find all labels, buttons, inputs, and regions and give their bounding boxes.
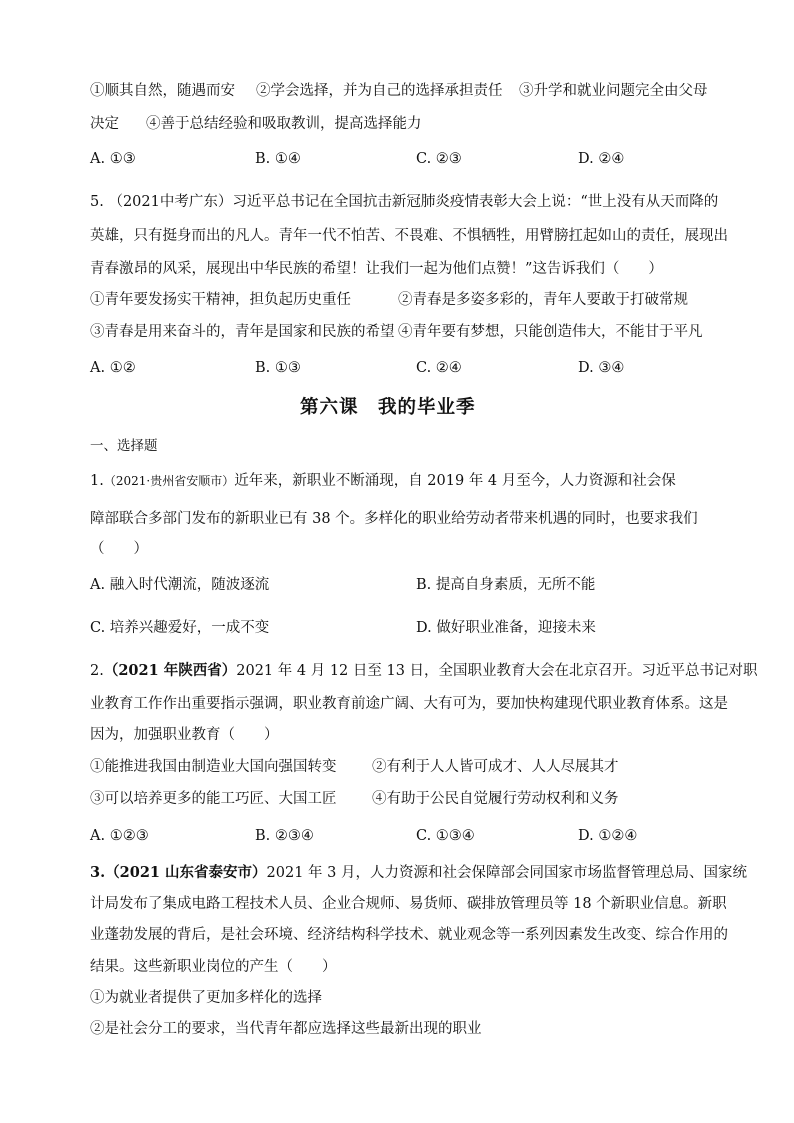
q5-option-4: ④青年要有梦想，只能创造伟大，不能甘于平凡	[398, 324, 703, 340]
q2-number: 2.	[90, 663, 104, 679]
q3-option-2: ②是社会分工的要求，当代青年都应选择这些最新出现的职业	[90, 1021, 482, 1037]
q2-choice-b: B. ②③④	[255, 828, 314, 844]
q5-choice-b: B. ①③	[255, 360, 301, 376]
q4-option-4: ④善于总结经验和吸取教训，提高选择能力	[146, 116, 422, 132]
q4-choice-a: A. ①③	[90, 151, 136, 167]
q4-choice-c: C. ②③	[416, 151, 462, 167]
q3-stem-text: 2021 年 3 月，人力资源和社会保障部会同国家市场监督管理总局、国家统	[266, 865, 747, 881]
q5-option-2: ②青春是多姿多彩的，青年人要敢于打破常规	[398, 292, 688, 308]
lesson-title: 第六课 我的毕业季	[300, 397, 476, 418]
q3-number: 3.	[90, 864, 106, 881]
q5-choice-c: C. ②④	[416, 360, 462, 376]
q4-choice-d: D. ②④	[578, 151, 625, 167]
q2-stem-line-1	[90, 664, 758, 679]
q4-option-3: ③升学和就业问题完全由父母	[519, 83, 708, 99]
q2-source: （2021 年陕西省）	[103, 662, 237, 679]
q2-choice-d: D. ①②④	[578, 828, 638, 844]
q1-choice-c: C. 培养兴趣爱好，一成不变	[90, 620, 270, 636]
q5-stem-line-3: 青春激昂的风采，展现出中华民族的希望！让我们一起为他们点赞！”这告诉我们（ ）	[90, 261, 663, 277]
q2-stem-line-2: 业教育工作作出重要指示强调，职业教育前途广阔、大有可为，要加快构建现代职业教育体系。这是	[90, 696, 728, 712]
q2-stem-text: 2021 年 4 月 12 日至 13 日，全国职业教育大会在北京召开。习近平总书记对职	[236, 663, 758, 679]
q3-option-1: ①为就业者提供了更加多样化的选择	[90, 990, 322, 1006]
q1-stem-line-2: 障部联合多部门发布的新职业已有 38 个。多样化的职业给劳动者带来机遇的同时，也要求我们	[90, 511, 698, 527]
section-heading: 一、选择题	[90, 438, 158, 454]
q2-choice-c: C. ①③④	[416, 828, 475, 844]
q5-stem-line-2: 英雄，只有挺身而出的凡人。青年一代不怕苦、不畏难、不惧牺牲，用臂膀扛起如山的责任，展现出	[90, 228, 728, 244]
q5-stem-line-1: 5. （2021中考广东）习近平总书记在全国抗击新冠肺炎疫情表彰大会上说：“世上没有从天而降的	[90, 194, 719, 210]
q1-choice-d: D. 做好职业准备，迎接未来	[416, 620, 596, 636]
q2-option-3: ③可以培养更多的能工巧匠、大国工匠	[90, 791, 337, 807]
q1-stem-line-1	[90, 474, 676, 489]
q3-stem-line-4: 结果。这些新职业岗位的产生（ ）	[90, 959, 337, 975]
q5-option-1: ①青年要发扬实干精神，担负起历史重任	[90, 292, 351, 308]
q5-choice-a: A. ①②	[90, 360, 136, 376]
q4-option-2: ②学会选择，并为自己的选择承担责任	[256, 83, 503, 99]
q2-option-1: ①能推进我国由制造业大国向强国转变	[90, 759, 337, 775]
q1-choice-b: B. 提高自身素质，无所不能	[416, 577, 596, 593]
q2-option-4: ④有助于公民自觉履行劳动权利和义务	[372, 791, 619, 807]
q1-source: （2021·贵州省安顺市）	[103, 474, 235, 488]
q4-choice-b: B. ①④	[255, 151, 301, 167]
q5-choice-d: D. ③④	[578, 360, 625, 376]
q1-choice-a: A. 融入时代潮流，随波逐流	[90, 577, 270, 593]
q3-stem-line-2: 计局发布了集成电路工程技术人员、企业合规师、易货师、碳排放管理员等 18 个新职业信息。新职	[90, 896, 727, 912]
q3-stem-line-3: 业蓬勃发展的背后，是社会环境、经济结构科学技术、就业观念等一系列因素发生改变、综合作用的	[90, 927, 728, 943]
q2-option-2: ②有利于人人皆可成才、人人尽展其才	[372, 759, 619, 775]
q5-option-3: ③青春是用来奋斗的，青年是国家和民族的希望	[90, 324, 395, 340]
q1-stem-text: 近年来，新职业不断涌现，自 2019 年 4 月至今，人力资源和社会保	[234, 473, 676, 489]
q3-source: （2021 山东省泰安市）	[105, 864, 267, 881]
q4-option-3-cont: 决定	[90, 116, 119, 132]
q2-stem-line-3: 因为，加强职业教育（ ）	[90, 727, 279, 743]
q4-option-1: ①顺其自然，随遇而安	[90, 83, 235, 99]
q3-stem-line-1	[90, 866, 747, 881]
q1-answer-blank: （ ）	[90, 541, 148, 557]
q2-choice-a: A. ①②③	[90, 828, 149, 844]
q1-number: 1.	[90, 473, 104, 489]
